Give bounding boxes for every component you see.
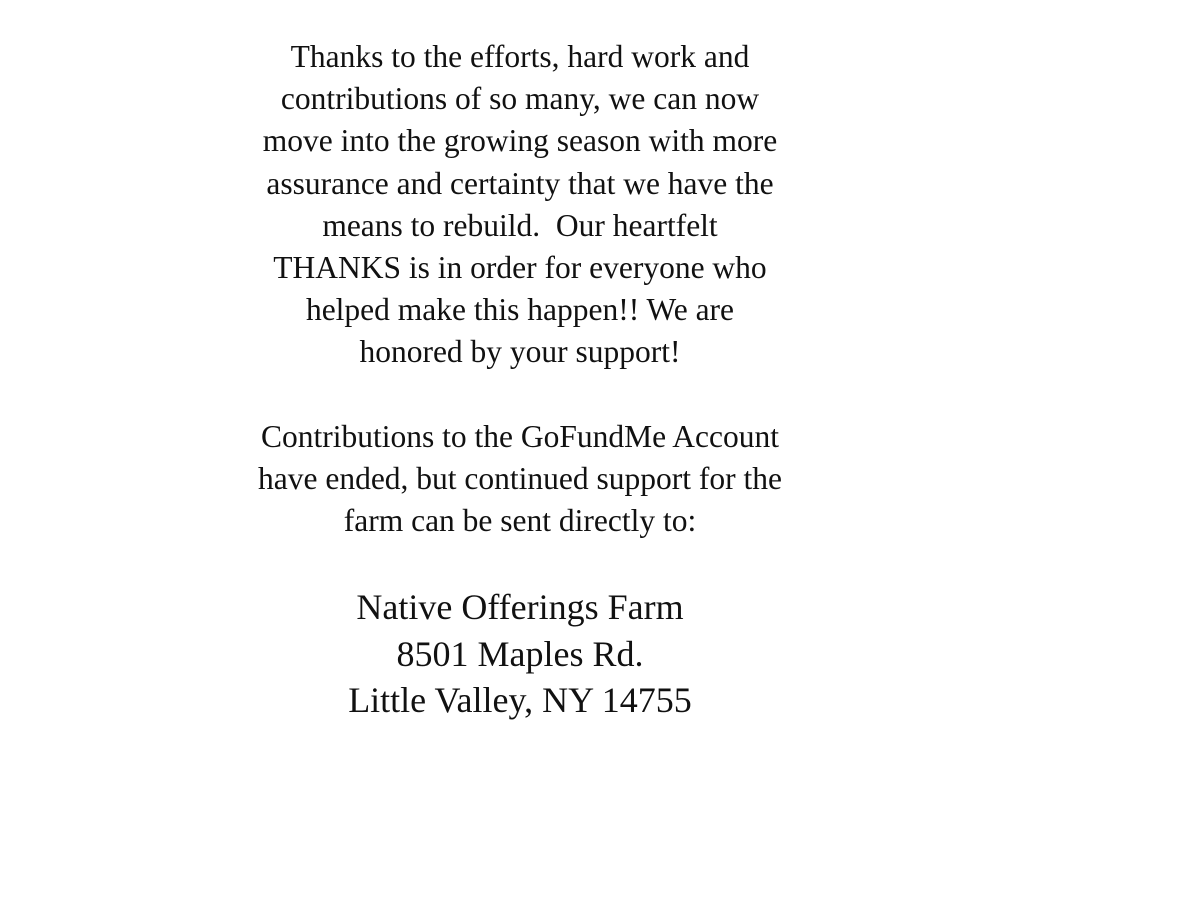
thanks-line: THANKS is in order for everyone who (273, 250, 767, 286)
contributions-line: farm can be sent directly to: (343, 503, 697, 539)
contributions-paragraph (220, 416, 820, 543)
thanks-line: Thanks to the efforts, hard work and (290, 39, 750, 74)
thanks-line: assurance and certainty that we have the (266, 165, 774, 201)
address-farm-name: Native Offerings Farm (356, 587, 684, 628)
address-city-state-zip: Little Valley, NY 14755 (348, 680, 692, 721)
thanks-line: contributions of so many, we can now (280, 81, 760, 117)
thanks-line: means to rebuild. Our heartfelt (322, 207, 718, 243)
thanks-line: honored by your support! (359, 334, 681, 370)
thanks-line: helped make this happen!! We are (305, 292, 735, 328)
message-column (220, 36, 820, 724)
contributions-line: have ended, but continued support for the (258, 460, 782, 496)
address-street: 8501 Maples Rd. (396, 633, 644, 674)
paragraph-spacer (220, 374, 820, 416)
thanks-line: move into the growing season with more (262, 123, 778, 159)
mailing-address (220, 584, 820, 724)
thanks-paragraph (220, 36, 820, 374)
paragraph-spacer (220, 542, 820, 584)
contributions-line: Contributions to the GoFundMe Account (261, 418, 779, 454)
